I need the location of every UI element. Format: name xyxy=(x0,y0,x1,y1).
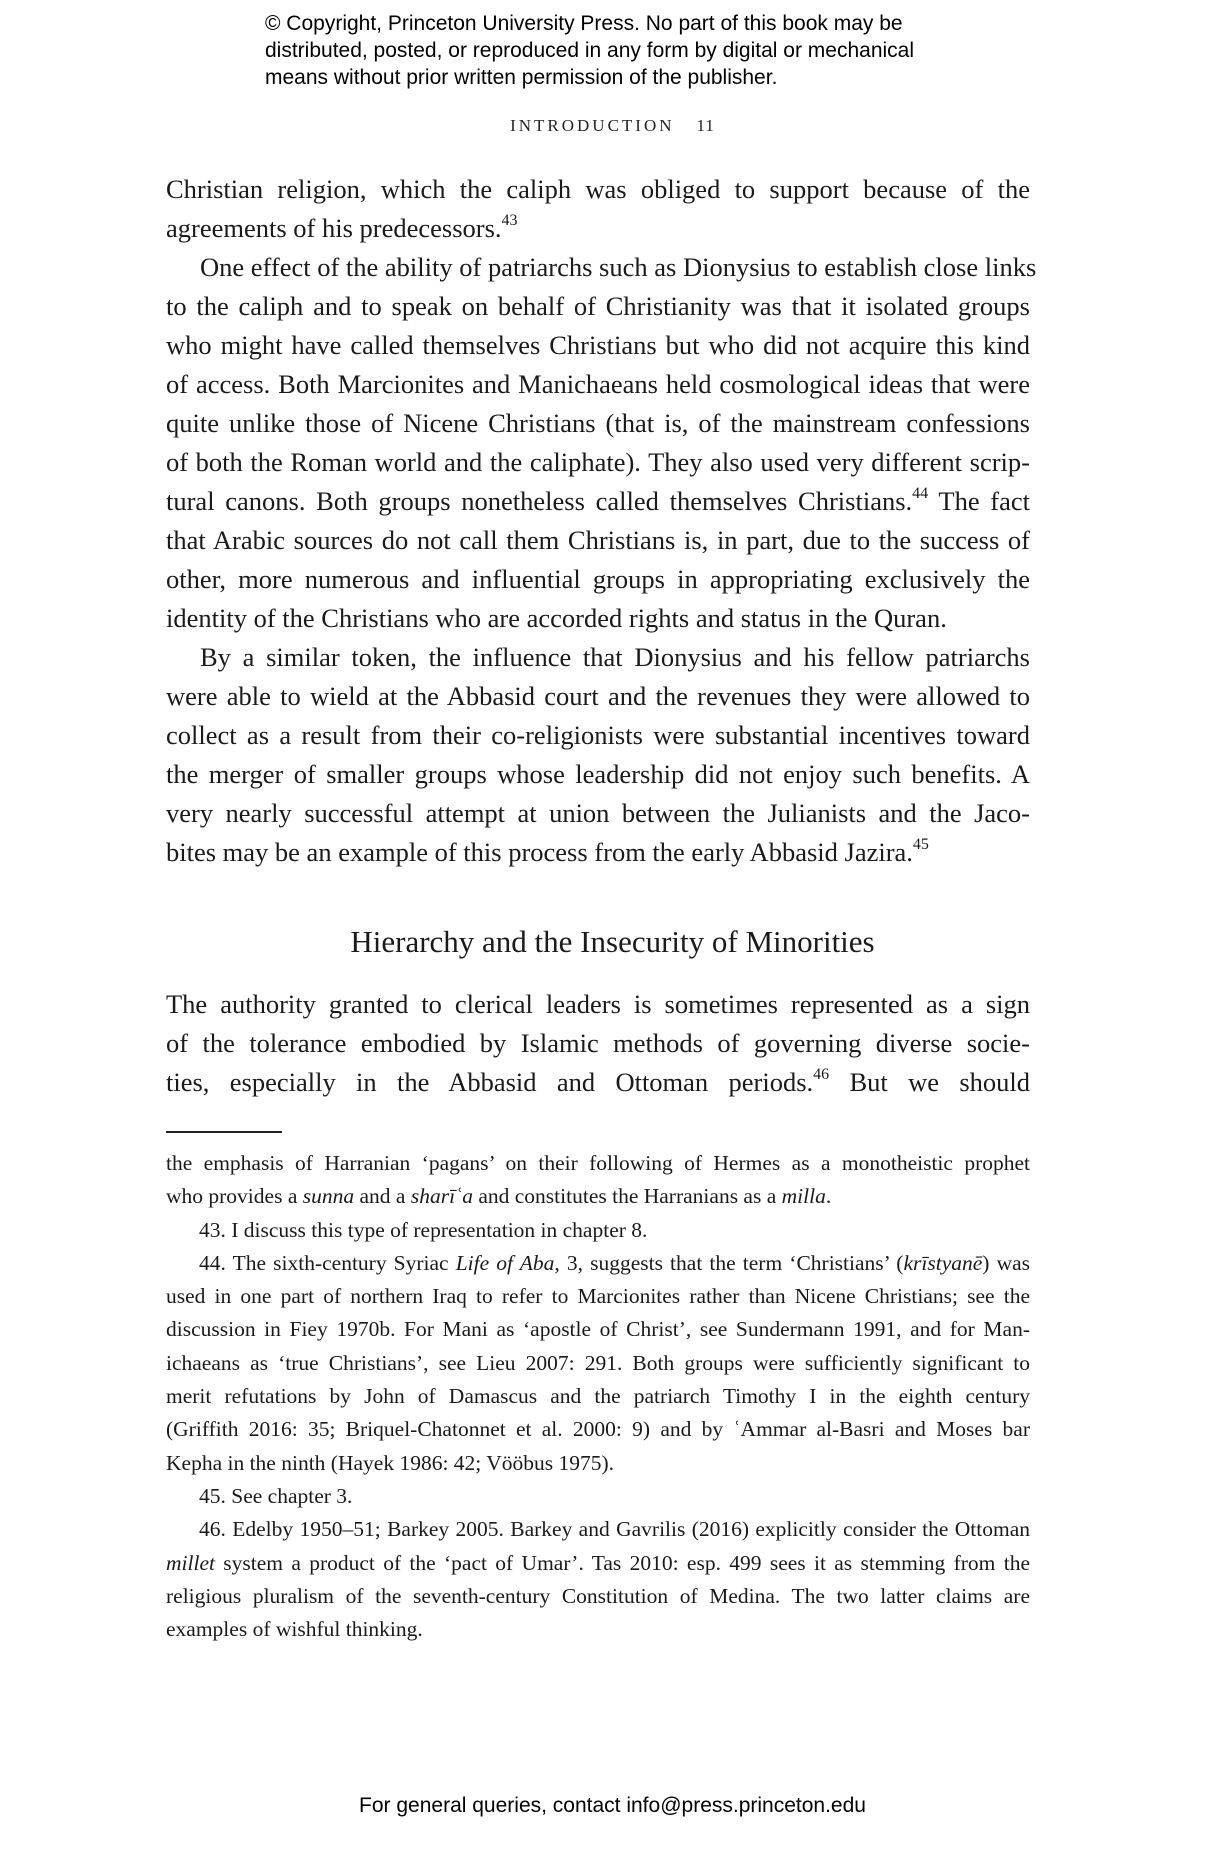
text-span: , 3, suggests that the term ‘Christians’ ( xyxy=(554,1250,904,1275)
text-line xyxy=(166,1547,1030,1580)
text-line xyxy=(166,482,1030,521)
text-line: of the tolerance embodied by Islamic methods of governing diverse socie- xyxy=(166,1028,1030,1058)
text-line: of both the Roman world and the caliphate). They also used very different scrip- xyxy=(166,447,1030,477)
running-head-title: INTRODUCTION xyxy=(510,116,675,135)
italic-term: millet xyxy=(166,1550,215,1575)
text-line: used in one part of northern Iraq to refer to Marcionites rather than Nicene Christians; see the xyxy=(166,1284,1030,1309)
text-line: of access. Both Marcionites and Manichaeans held cosmological ideas that were xyxy=(166,369,1030,399)
text-line xyxy=(166,1180,1030,1213)
text-line: to the caliph and to speak on behalf of Christianity was that it isolated groups xyxy=(166,291,1030,321)
text-span: and a xyxy=(354,1184,411,1209)
italic-term: milla xyxy=(781,1184,826,1209)
text-line: One effect of the ability of patriarchs such as Dionysius to establish close links xyxy=(200,252,1037,282)
text-line: By a similar token, the influence that Dionysius and his fellow patriarchs xyxy=(200,642,1030,672)
text-line: ichaeans as ‘true Christians’, see Lieu 2007: 291. Both groups were sufficiently significant to xyxy=(166,1350,1030,1375)
text-line: identity of the Christians who are accorded rights and status in the Quran. xyxy=(166,603,947,633)
text-line: the merger of smaller groups whose leadership did not enjoy such benefits. A xyxy=(166,759,1030,789)
text-line: were able to wield at the Abbasid court and the revenues they were allowed to xyxy=(166,681,1030,711)
text-line: very nearly successful attempt at union between the Julianists and the Jaco- xyxy=(166,798,1030,828)
text-line: that Arabic sources do not call them Christians is, in part, due to the success of xyxy=(166,525,1030,555)
text-line: 46. Edelby 1950–51; Barkey 2005. Barkey and Gavrilis (2016) explicitly consider the Ottoman xyxy=(199,1517,1030,1542)
text-span: 44. The sixth-century Syriac xyxy=(199,1250,456,1275)
text-line: Kepha in the ninth (Hayek 1986: 42; Vööbus 1975). xyxy=(166,1450,615,1475)
footer-contact: For general queries, contact info@press.princeton.edu xyxy=(359,1794,866,1817)
footnote-ref: 45 xyxy=(912,836,929,854)
text-span: bites may be an example of this process from the early Abbasid Jazira. xyxy=(166,837,913,867)
footnote-continuation xyxy=(166,1147,1030,1214)
italic-term: sharīʿa xyxy=(410,1184,473,1209)
footnote-44 xyxy=(166,1247,1030,1480)
text-span: ) was xyxy=(982,1250,1031,1275)
text-span: ties, especially in the Abbasid and Ottoman periods. xyxy=(166,1067,814,1097)
text-span: tural canons. Both groups nonetheless called themselves Christians. xyxy=(166,486,913,516)
paragraph xyxy=(166,170,1030,248)
text-line xyxy=(166,1063,1030,1102)
italic-term: sunna xyxy=(302,1184,355,1209)
text-line: examples of wishful thinking. xyxy=(166,1617,423,1642)
section-heading: Hierarchy and the Insecurity of Minorities xyxy=(350,924,875,959)
body-text-top xyxy=(166,170,1037,872)
text-line: quite unlike those of Nicene Christians (that is, of the mainstream confessions xyxy=(166,408,1030,438)
italic-title: Life of Aba xyxy=(455,1250,555,1275)
text-line: Christian religion, which the caliph was obliged to support because of the xyxy=(166,174,1030,204)
copyright-line: © Copyright, Princeton University Press. No part of this book may be xyxy=(265,12,903,35)
text-line: other, more numerous and influential groups in appropriating exclusively the xyxy=(166,564,1030,594)
footnote-ref: 46 xyxy=(813,1066,830,1084)
copyright-line: distributed, posted, or reproduced in any form by digital or mechanical xyxy=(265,39,915,62)
italic-term: krīstyanē xyxy=(903,1250,983,1275)
text-span: and constitutes the Harranians as a xyxy=(472,1184,782,1209)
footnote-ref: 43 xyxy=(501,212,518,230)
text-line: the emphasis of Harranian ‘pagans’ on their following of Hermes as a monotheistic prophet xyxy=(166,1151,1030,1175)
text-span: system a product of the ‘pact of Umar’. Tas 2010: esp. 499 sees it as stemming from the xyxy=(214,1550,1030,1575)
footnote-45: 45. See chapter 3. xyxy=(199,1483,353,1508)
text-line: (Griffith 2016: 35; Briquel-Chatonnet et al. 2000: 9) and by ʿAmmar al-Basri and Moses bar xyxy=(166,1417,1030,1442)
footnotes xyxy=(166,1147,1030,1646)
text-span: agreements of his predecessors. xyxy=(166,213,502,243)
paragraph xyxy=(166,248,1037,638)
copyright-notice xyxy=(265,10,1025,91)
text-line: collect as a result from their co-religionists were substantial incentives toward xyxy=(166,720,1030,750)
footnote-46 xyxy=(166,1513,1030,1646)
text-line xyxy=(166,833,1030,872)
text-line xyxy=(166,1247,1030,1280)
footnote-43: 43. I discuss this type of representation in chapter 8. xyxy=(199,1217,648,1242)
text-span: who provides a xyxy=(166,1184,303,1209)
text-span: The fact xyxy=(928,486,1031,516)
text-span: . xyxy=(825,1184,832,1209)
body-text-section xyxy=(166,985,1030,1102)
running-head xyxy=(0,116,1225,136)
text-line: who might have called themselves Christians but who did not acquire this kind xyxy=(166,330,1030,360)
text-line: discussion in Fiey 1970b. For Mani as ‘apostle of Christ’, see Sundermann 1991, and for Man- xyxy=(166,1317,1030,1342)
copyright-line: means without prior written permission of the publisher. xyxy=(265,66,778,89)
paragraph xyxy=(166,638,1030,872)
footnote-divider xyxy=(166,1131,282,1133)
page-number: 11 xyxy=(696,116,715,135)
footnote-ref: 44 xyxy=(912,485,929,503)
text-line: The authority granted to clerical leaders is sometimes represented as a sign xyxy=(166,989,1030,1019)
text-line xyxy=(166,209,1030,248)
text-line: merit refutations by John of Damascus and the patriarch Timothy I in the eighth century xyxy=(166,1384,1030,1409)
text-line: religious pluralism of the seventh-century Constitution of Medina. The two latter claims are xyxy=(166,1583,1030,1608)
text-span: But we should xyxy=(829,1067,1030,1097)
